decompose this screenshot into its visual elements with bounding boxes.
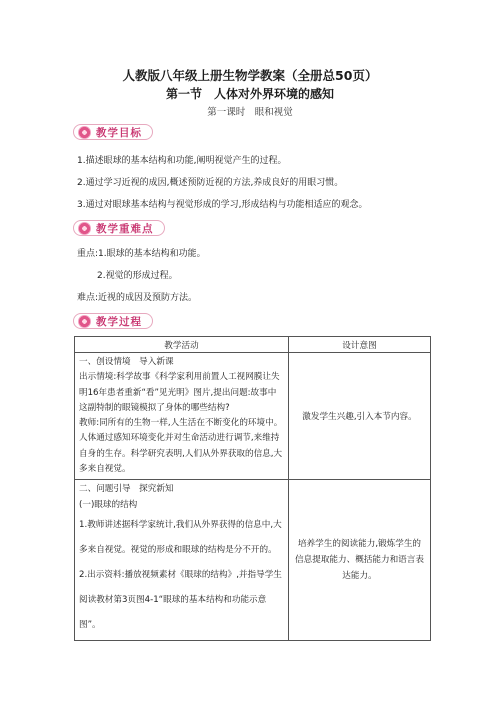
activity-line: 2.出示资料:播放视频素材《眼球的结构》,并指导学生 [79,569,282,580]
activity-line: 这副特制的眼镜模拟了身体的哪些结构? [79,402,230,413]
key-point-2: 2.视觉的形成过程。 [97,271,178,281]
intent-cell-2 [289,480,431,641]
table-row [75,480,431,641]
flower-icon [78,315,91,328]
activity-line: 人体通过感知环境变化并对生命活动进行调节,来维持 [79,433,280,444]
activity-line: 多来自视觉。 [79,464,131,475]
section-title: 第一节 人体对外界环境的感知 [165,87,334,101]
goal-1: 1.描述眼球的基本结构和功能,阐明视觉产生的过程。 [77,156,287,166]
key-points-banner [73,220,165,236]
lesson-process-table [74,336,431,641]
flower-icon [78,222,91,235]
flower-icon [78,126,91,139]
activity-line: 1.教师讲述据科学家统计,我们从外界获得的信息中,大 [79,519,282,530]
activity-line: 明16年患者重新“看”见光明》图片,提出问题:故事中 [79,387,277,398]
header-activity: 教学活动 [75,337,289,353]
table-header-row [75,337,431,353]
activity-line: 出示情境:科学故事《科学家利用前置人工视网膜让失 [79,372,280,383]
process-heading: 教学过程 [96,315,142,328]
goals-banner [73,124,153,140]
activity-cell-2 [75,480,289,641]
intent-line: 达能力。 [342,571,377,582]
activity-heading: 一、创设情境 导入新课 [79,357,174,367]
key-points-heading: 教学重难点 [96,222,154,235]
lesson-title: 第一课时 眼和视觉 [207,107,293,118]
activity-line: 多来自视觉。视觉的形成和眼球的结构是分不开的。 [79,544,277,555]
difficult-point: 难点:近视的成因及预防方法。 [77,293,198,303]
activity-heading: 二、问题引导 探究新知 [79,484,174,495]
activity-cell-1 [75,353,289,480]
activity-line: 图”。 [79,619,101,630]
document-title: 人教版八年级上册生物学教案（全册总50页） [122,68,378,83]
intent-line: 培养学生的阅读能力,锻炼学生的 [297,539,422,550]
header-intent: 设计意图 [289,337,431,353]
key-point-1: 重点:1.眼球的基本结构和功能。 [77,249,206,259]
table-row [75,353,431,480]
intent-cell-1: 激发学生兴趣,引入本节内容。 [289,353,431,480]
activity-subheading: (一)眼球的结构 [79,499,138,510]
activity-line: 阅读教材第3页图4-1“眼球的基本结构和功能示意 [79,594,267,605]
goals-heading: 教学目标 [96,126,142,139]
goal-3: 3.通过对眼球基本结构与视觉形成的学习,形成结构与功能相适应的观念。 [77,200,368,210]
goal-2: 2.通过学习近视的成因,概述预防近视的方法,养成良好的用眼习惯。 [77,178,344,188]
process-banner [73,313,153,329]
activity-line: 教师:同所有的生物一样,人生活在不断变化的环境中。 [79,418,283,429]
activity-line: 自身的生存。科学研究表明,人们从外界获取的信息,大 [79,448,283,459]
intent-line: 信息提取能力、概括能力和语言表 [295,555,424,566]
